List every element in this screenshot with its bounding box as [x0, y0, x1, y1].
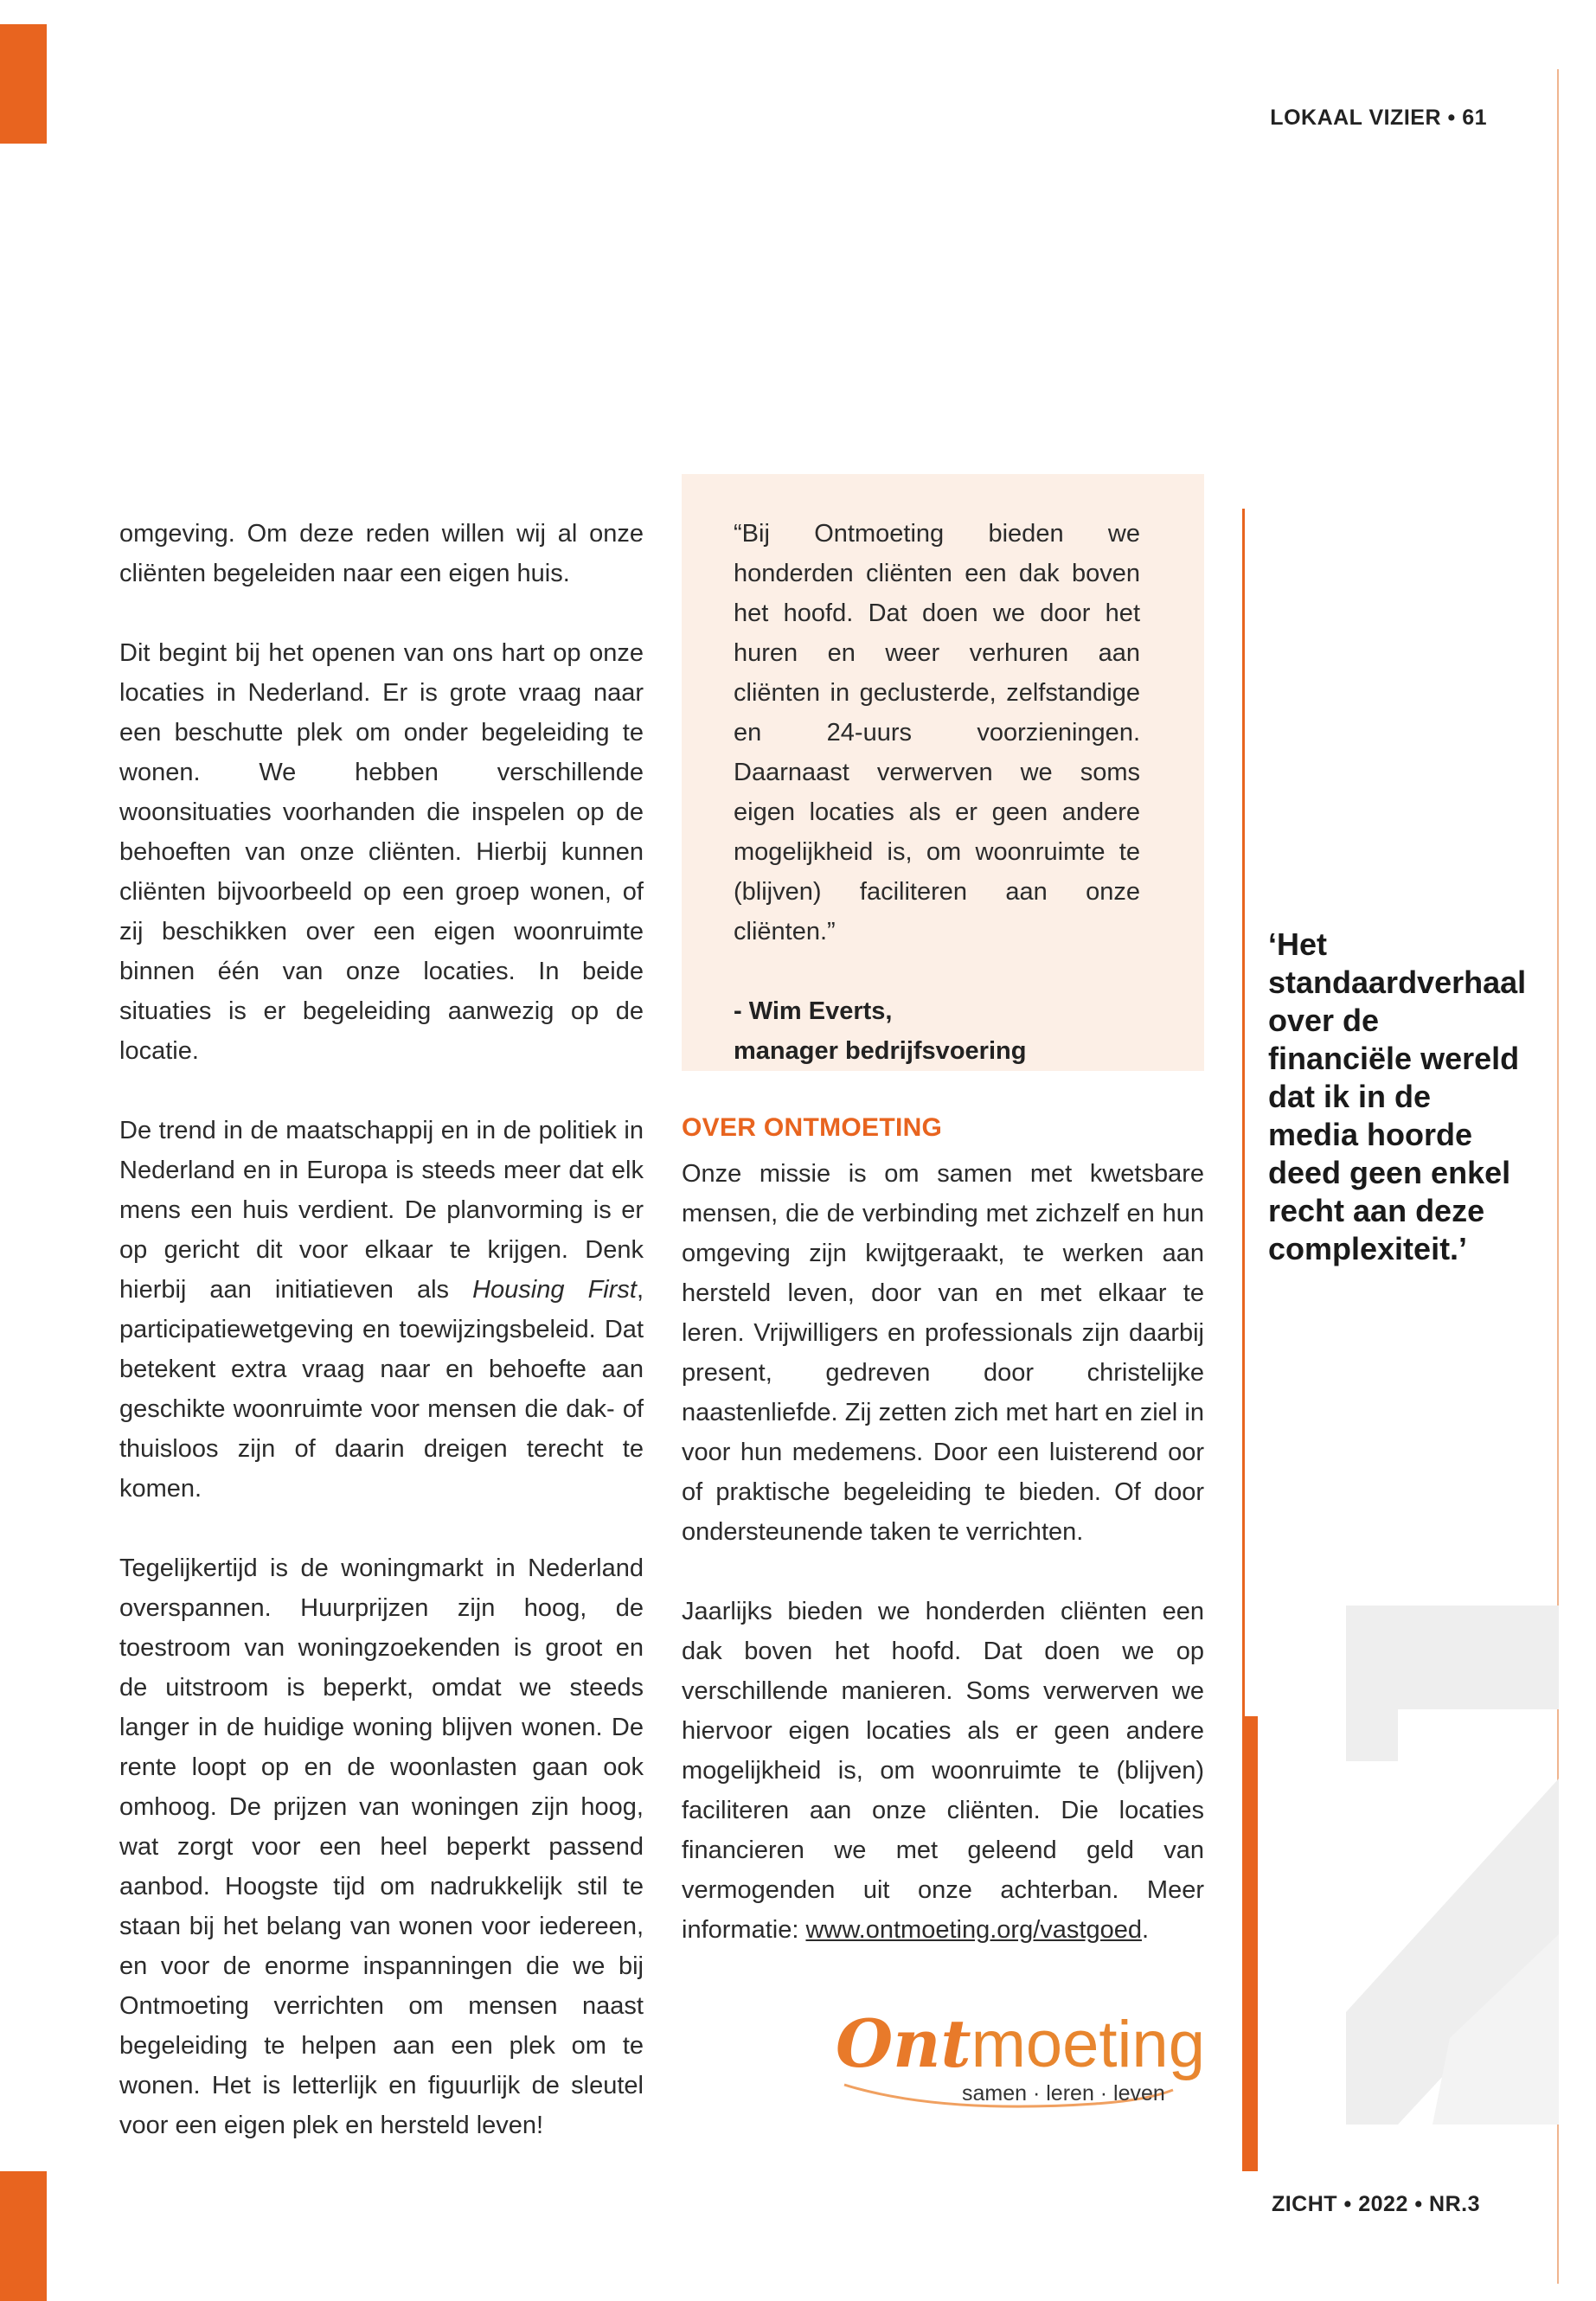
section-heading: OVER ONTMOETING [682, 1113, 943, 1142]
ontmoeting-logo [836, 2005, 1205, 2126]
paragraph [119, 1111, 644, 1509]
issue-number: NR.3 [1429, 2192, 1480, 2216]
header-separator: • [1447, 106, 1456, 130]
quote-text: “Bij Ontmoeting bieden we honderden cliënten een dak boven het hoofd. Dat doen we door het huren en weer verhuren aan cliënten in geclusterde, zelfstandige en 24-uurs voorzieningen. Daarnaast verwerven we soms eigen locaties als er geen andere mogelijkheid is, om woonruimte te (blijven) faciliteren aan onze cliënten.” [734, 520, 1140, 945]
quote-author [734, 991, 1140, 1071]
text-italic: Housing First [472, 1276, 637, 1304]
text-run: Jaarlijks bieden we honderden cliënten een dak boven het hoofd. Dat doen we op verschillende manieren. Soms verwerven we hiervoor eigen locaties als er geen andere mogelijkheid is, om woonruimte te (blijven) faciliteren aan onze cliënten. Die locaties financieren we met geleend geld van vermogenden uit onze achterban. Meer informatie: [682, 1598, 1204, 1944]
publication-name: LOKAAL VIZIER [1270, 106, 1442, 130]
decorative-z-shape [1346, 1606, 1559, 2125]
website-link[interactable]: www.ontmoeting.org/vastgoed [805, 1916, 1142, 1944]
text-run: , participatiewetgeving en toewijzingsbeleid. Dat betekent extra vraag naar en behoefte aan geschikte woonruimte voor mensen die dak- of thuisloos zijn of daarin dreigen terecht te komen. [119, 1276, 644, 1503]
magazine-name: ZICHT [1271, 2192, 1338, 2216]
running-header [1270, 106, 1487, 131]
paragraph: Dit begint bij het openen van ons hart op onze locaties in Nederland. Er is grote vraag naar een beschutte plek om onder begeleiding te wonen. We hebben verschillende woonsituaties voorhanden die inspelen op de behoeften van onze cliënten. Hierbij kunnen cliënten bijvoorbeeld op een groep wonen, of zij beschikken over een eigen woonruimte binnen één van onze locaties. In beide situaties is er begeleiding aanwezig op de locatie. [119, 639, 644, 1065]
text-run: De trend in de maatschappij en in de politiek in Nederland en in Europa is steeds meer dat elk mens een huis verdient. De planvorming is er op gericht dit voor elkaar te krijgen. Denk hierbij aan initiatieven als [119, 1117, 644, 1304]
logo-wordmark [836, 2005, 1205, 2084]
logo-moeting: moeting [971, 2008, 1205, 2081]
page-number: 61 [1462, 106, 1487, 130]
section-body [682, 1154, 1204, 1990]
paragraph: Tegelijkertijd is de woningmarkt in Nederland overspannen. Huurprijzen zijn hoog, de toestroom van woningzoekenden is groot en de uitstroom is beperkt, omdat we steeds langer in de huidige woning blijven wonen. De rente loopt op en de woonlasten gaan ook omhoog. De prijzen van woningen zijn hoog, wat zorgt voor een heel beperkt passend aanbod. Hoogste tijd om nadrukkelijk stil te staan bij het belang van wonen voor iedereen, en voor de enorme inspanningen die we bij Ontmoeting verrichten om mensen naast begeleiding te helpen aan een plek om te wonen. Het is letterlijk en figuurlijk de sleutel voor een eigen plek en hersteld leven! [119, 1554, 644, 2139]
accent-bar-top-left [0, 24, 47, 144]
paragraph [682, 1592, 1204, 1950]
quote-content [734, 514, 1140, 1071]
footer-separator: • [1343, 2192, 1352, 2216]
paragraph: omgeving. Om deze reden willen wij al onze cliënten begeleiden naar een eigen huis. [119, 520, 644, 587]
left-column [119, 514, 644, 2185]
running-footer [1272, 2192, 1480, 2217]
paragraph: Onze missie is om samen met kwetsbare mensen, die de verbinding met zichzelf en hun omgeving zijn kwijtgeraakt, te werken aan hersteld leven, door van en met elkaar te leren. Vrijwilligers en professionals zijn daarbij present, gedreven door christelijke naastenliefde. Zij zetten zich met hart en ziel in voor hun medemens. Door een luisterend oor of praktische begeleiding te bieden. Of door ondersteunende taken te verrichten. [682, 1160, 1204, 1546]
quote-author-role: manager bedrijfsvoering [734, 1037, 1027, 1065]
pull-quote: ‘Het standaardverhaal over de financiële wereld dat ik in de media hoorde deed geen enkel recht aan deze complexiteit.’ [1268, 926, 1527, 1266]
pullquote-rule-accent [1242, 1716, 1258, 2171]
logo-ont: Ont [836, 2005, 971, 2082]
accent-bar-bottom-left [0, 2171, 47, 2301]
text-run: . [1141, 1916, 1150, 1944]
year: 2022 [1358, 2192, 1408, 2216]
logo-tagline: samen · leren · leven [962, 2081, 1165, 2106]
footer-separator: • [1414, 2192, 1423, 2216]
quote-author-name: - Wim Everts, [734, 997, 893, 1025]
